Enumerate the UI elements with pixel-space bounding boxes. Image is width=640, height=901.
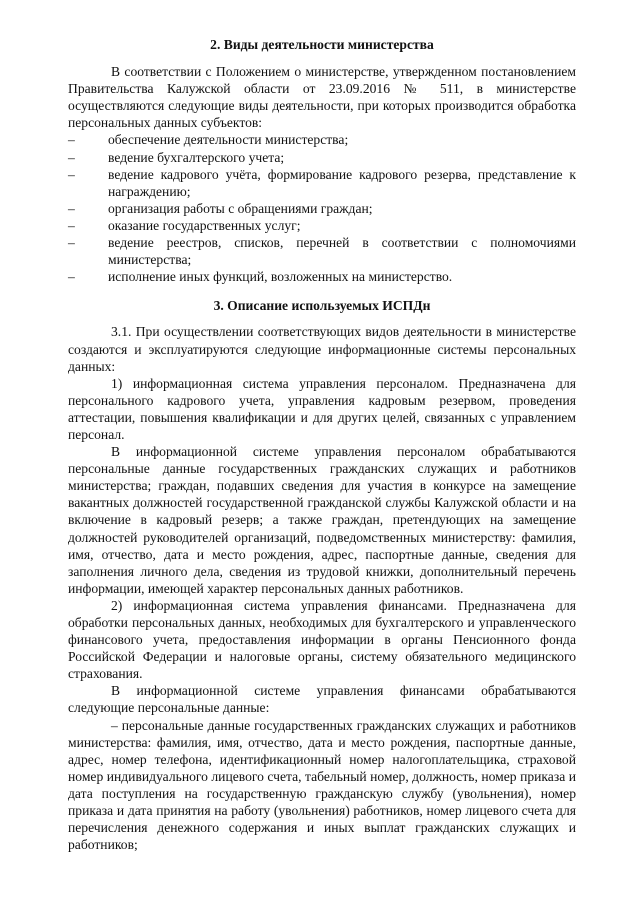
list-item: – организация работы с обращениями граждан; (68, 200, 373, 216)
list-item: – ведение кадрового учёта, формирование кадрового резерва, представление к награждению; (68, 166, 576, 199)
paragraph-finance-system: 2) информационная система управления финансами. Предназначена для обработки персональных данных, необходимых для бухгалтерского и управленческого финансового учета, предоставления информации в органы Пенсионного фонда Российской Федерации и налоговые органы, систему обязательного медицинского страхования. (68, 597, 576, 682)
list-item: – обеспечение деятельности министерства; (68, 132, 349, 148)
document-page (68, 30, 576, 853)
paragraph-3-1: 3.1. При осуществлении соответствующих видов деятельности в министерстве создаются и эксплуатируются следующие информационные системы персональных данных: (68, 324, 576, 374)
dash-marker: – (68, 269, 75, 285)
list-item: – ведение бухгалтерского учета; (68, 149, 285, 165)
dash-marker: – (68, 166, 75, 182)
activity-list (68, 131, 576, 285)
list-item: – ведение реестров, списков, перечней в соответствии с полномочиями министерства; (68, 235, 576, 268)
list-item: – оказание государственных услуг; (68, 217, 301, 233)
dash-marker: – (68, 200, 75, 216)
list-item: – исполнение иных функций, возложенных на министерство. (68, 269, 453, 285)
section-3-heading: 3. Описание используемых ИСПДн (213, 298, 431, 314)
dash-marker: – (68, 217, 75, 233)
dash-marker: – (68, 235, 75, 251)
paragraph-employee-data: – персональные данные государственных гражданских служащих и работников министерства: фамилия, имя, отчество, дата и место рождения, паспортные данные, адрес, номер телефона, идентификационный номер налогоплательщика, страховой номер индивидуального лицевого счета, табельный номер, должность, номер приказа и дата поступления на государственную гражданскую службу (увольнения), номер приказа и дата принятия на работу (увольнения) работников, номер лицевого счета для перечисления денежного содержания и иных выплат гражданских служащих и работников; (68, 717, 576, 853)
paragraph-hr-data: В информационной системе управления персоналом обрабатываются персональные данные государственных гражданских служащих и работников министерства; граждан, подавших сведения для участия в конкурсе на замещение вакантных должностей государственной гражданской службы Калужской области и на включение в кадровый резерв; а также граждан, претендующих на замещение должностей руководителей организаций, подведомственных министерству: фамилия, имя, отчество, дата и место рождения, адрес, паспортные данные, сведения для заполнения личного дела, сведения из трудовой книжки, дополнительный перечень информации, имеющей характер персональных данных работников. (68, 444, 576, 596)
paragraph-finance-data: В информационной системе управления финансами обрабатываются следующие персональные данные: (68, 683, 576, 716)
section-2-heading: 2. Виды деятельности министерства (210, 37, 434, 52)
section-2-intro: В соответствии с Положением о министерстве, утвержденном постановлением Правительства Калужской области от 23.09.2016 № 511, в министерстве осуществляются следующие виды деятельности, при которых производится обработка персональных данных субъектов: (68, 64, 576, 131)
dash-marker: – (68, 149, 75, 165)
dash-marker: – (68, 132, 75, 148)
paragraph-hr-system: 1) информационная система управления персоналом. Предназначена для персонального кадрового учета, управления кадровым резервом, проведения аттестации, повышения квалификации и для других целей, связанных с управлением персонал. (68, 375, 576, 442)
